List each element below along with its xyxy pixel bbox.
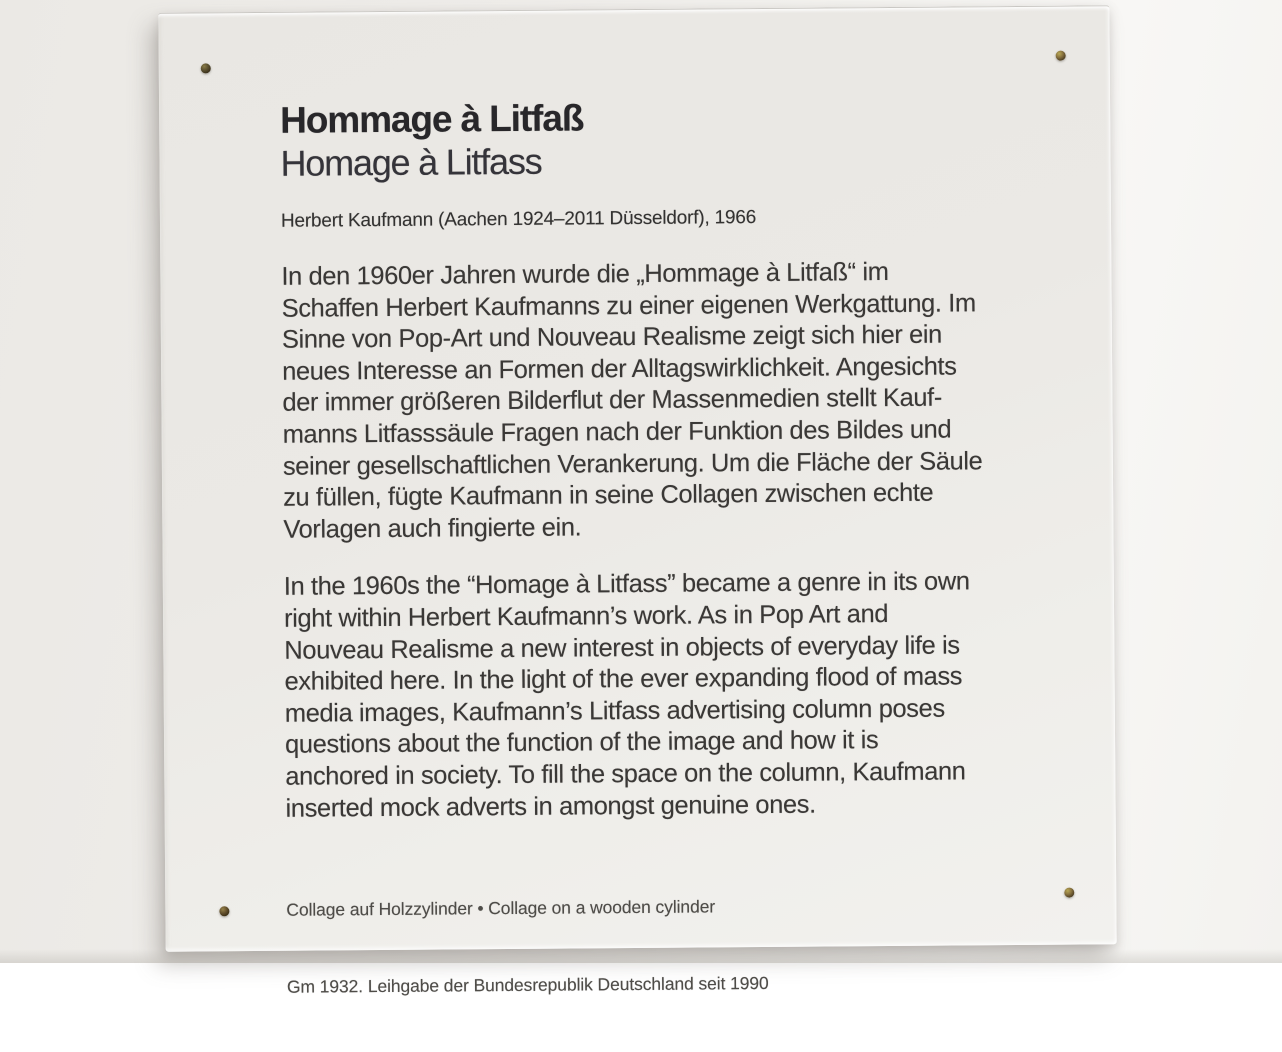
materials-line: Collage auf Holzzylinder • Collage on a wooden cylinder	[286, 896, 716, 920]
description-paragraph-english: In the 1960s the “Homage à Litfass” became a genre in its own right within Herbert Kaufmann’s work. As in Pop Art and Nouveau Realisme a new interest in objects of everyday life is exhibited here. In the light of the ever expanding flood of mass media images, Kaufmann’s Litfass advertising column poses questions about the function of the image and how it is anchored in society. To fill the space on the column, Kaufmann inserted mock adverts in amongst genuine ones.	[283, 567, 970, 823]
artist-and-date-line: Herbert Kaufmann (Aachen 1924–2011 Düsseldorf), 1966	[280, 207, 757, 232]
artwork-title-english: Homage à Litfass	[280, 140, 542, 184]
mounting-pin-top-left-icon	[201, 63, 211, 73]
inventory-credit-line: Gm 1932. Leihgabe der Bundesrepublik Deutschland seit 1990	[286, 972, 769, 997]
mounting-pin-bottom-left-icon	[219, 906, 229, 916]
description-paragraph-german: In den 1960er Jahren wurde die „Hommage à Litfaß“ im Schaffen Herbert Kaufmanns zu einer eigenen Werkgattung. Im Sinne von Pop-Art und Nouveau Realisme zeigt sich hier ein neues Interesse an Formen der Alltagswirklichkeit. Angesichts der immer größeren Bilderflut der Massenmedien stellt Kauf- manns Litfasssäule Fragen nach der Funktion des Bildes und seiner gesellschaftlichen Verankerung. Um die Fläche der Säule zu füllen, fügte Kaufmann in seine Collagen zwischen echte Vorlagen auch fingierte ein.	[281, 258, 983, 544]
caption-block	[286, 841, 1088, 1051]
museum-label-plaque	[158, 5, 1116, 997]
artwork-title-german: Hommage à Litfaß	[280, 97, 584, 141]
label-content	[279, 7, 1087, 1051]
